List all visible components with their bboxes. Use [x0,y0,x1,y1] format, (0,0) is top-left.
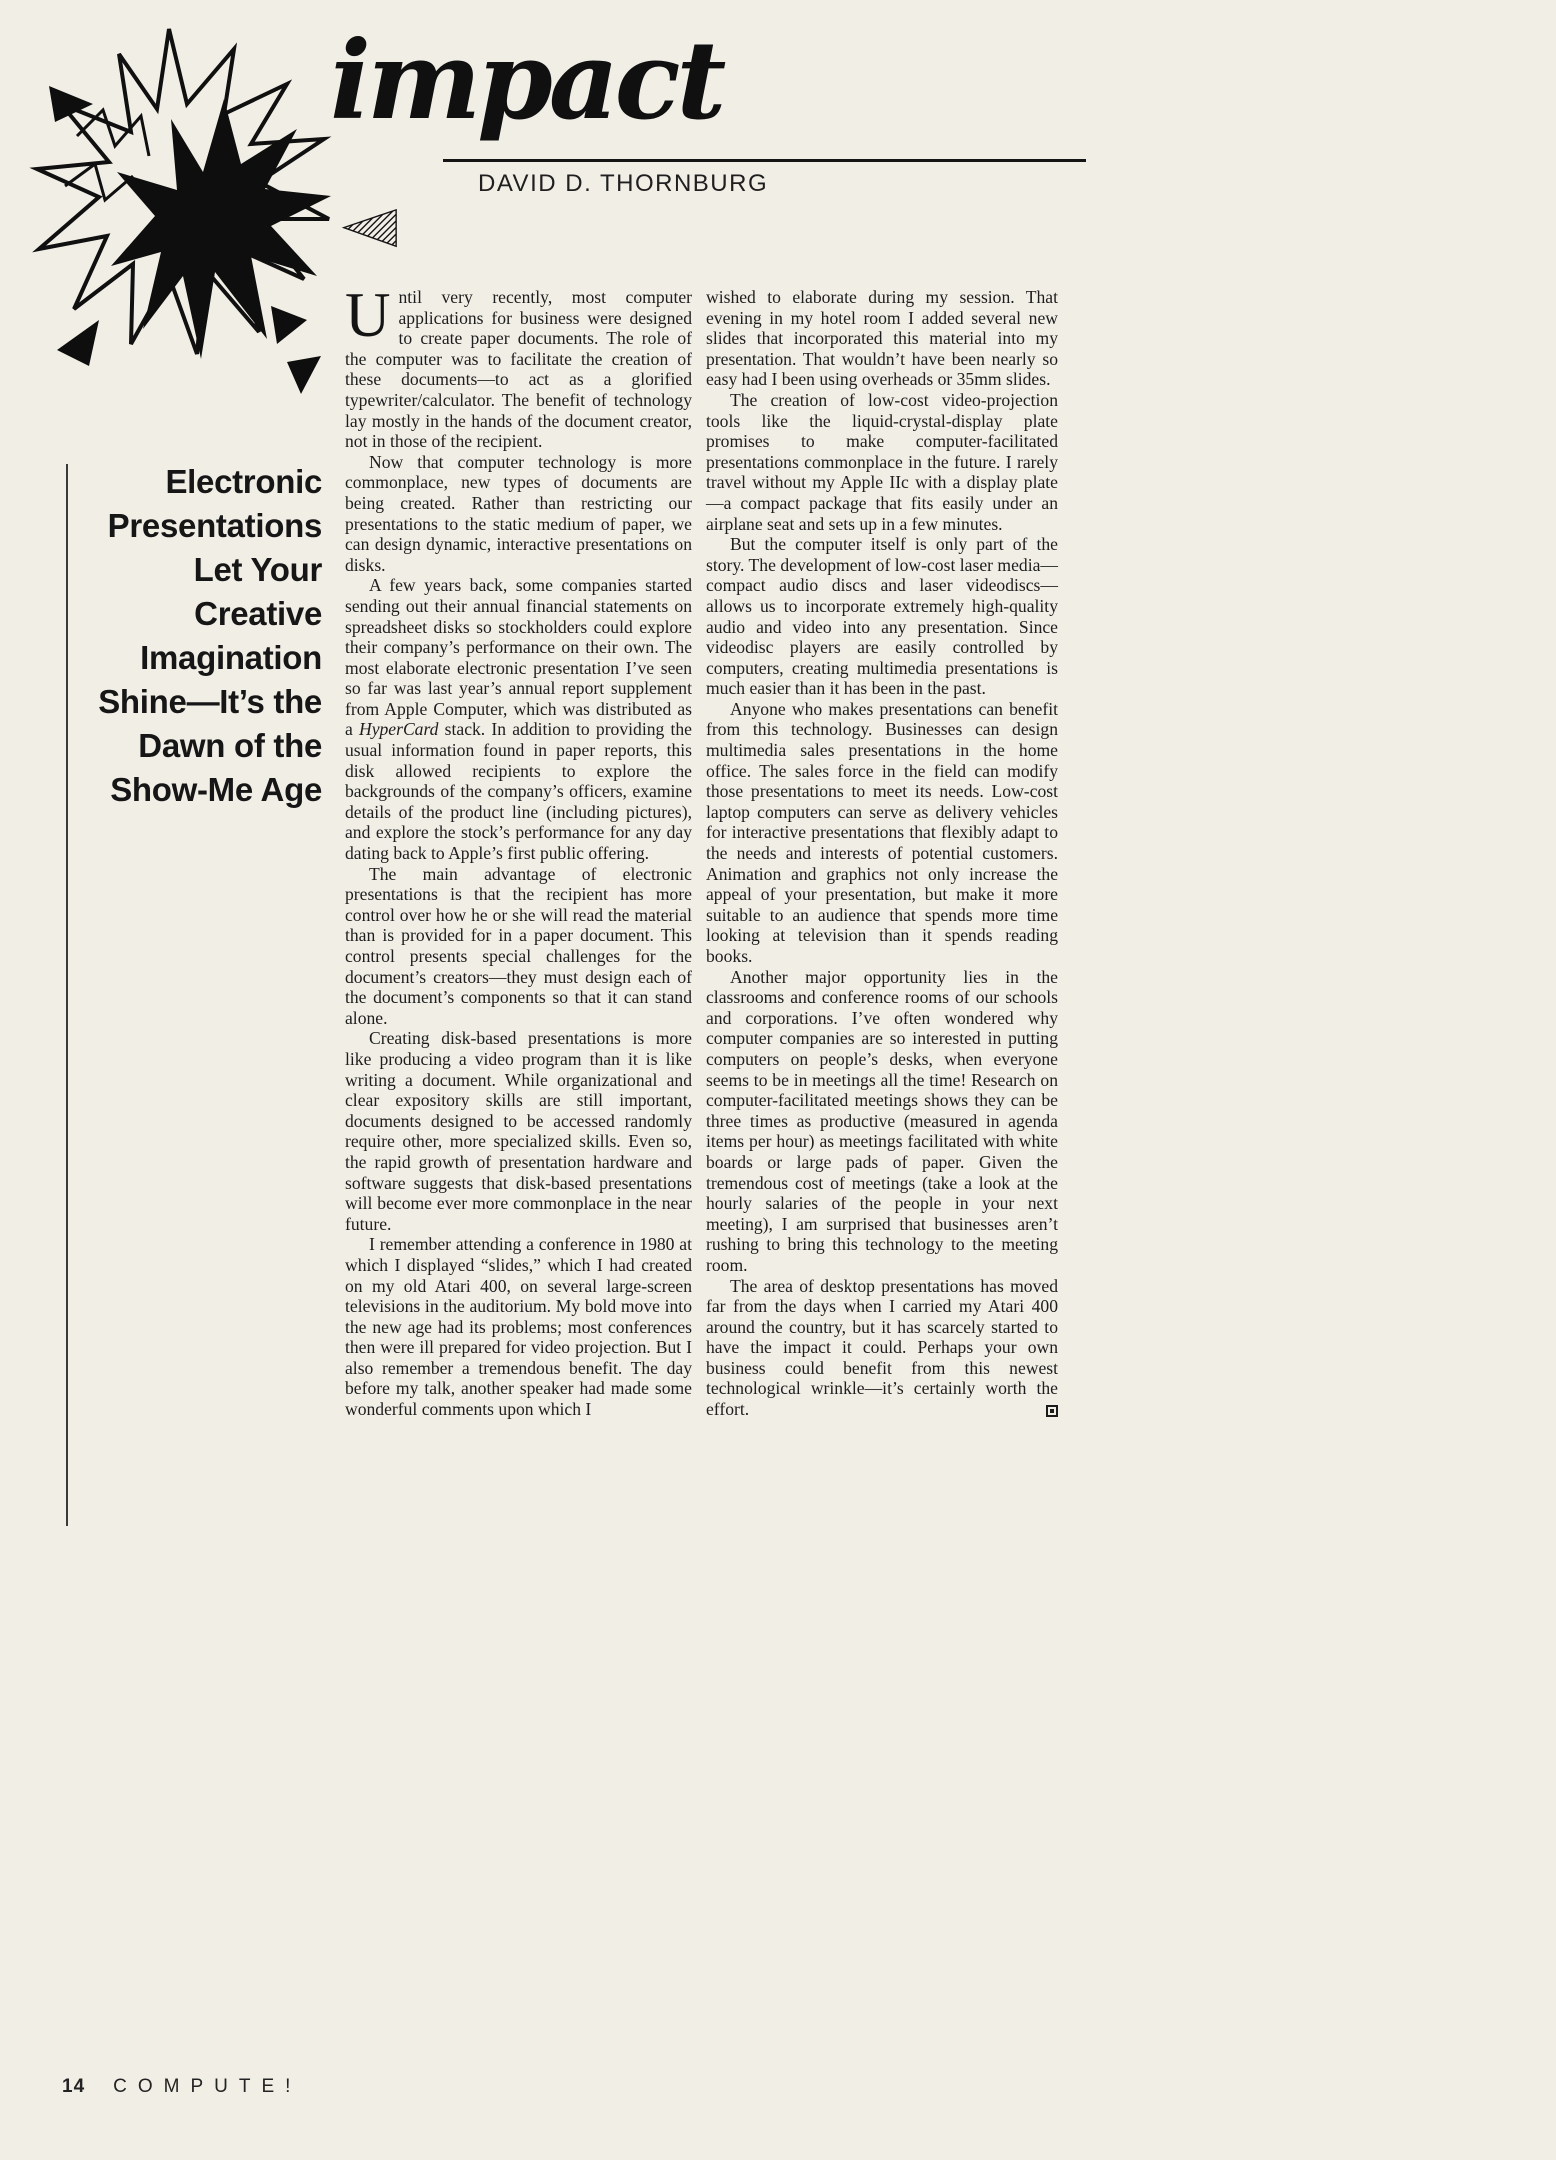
pull-quote-line: Shine—It’s the [98,683,322,720]
pull-quote-line: Dawn of the [138,727,322,764]
body-paragraph [345,1028,692,1234]
drop-cap: U [345,280,391,350]
magazine-name: COMPUTE! [113,2076,302,2097]
paragraph-text: Now that computer technology is more commonplace, new types of documents are being created. Rather than restricting our presentations to the static medium of paper, we can design dynamic, interactive presentations on disks. [345,451,692,575]
pull-quote-line: Presentations [107,507,322,544]
body-paragraph [345,1234,692,1419]
italic-title-text: HyperCard [358,719,439,740]
paragraph-text: The main advantage of electronic presentations is that the recipient has more control over how he or she will read the material than is provided for in a paper document. This control presents special challenges for the document’s creators—they must design each of the document’s components so that it can stand alone. [345,863,692,1028]
pull-quote-line: Creative [194,595,322,632]
paragraph-text: Creating disk-based presentations is more like producing a video program than it is like writing a document. While organizational and clear expository skills are still important, documents designed to be accessed randomly require other, more specialized skills. Even so, the rapid growth of presentation hardware and software suggests that disk-based presentations will become ever more commonplace in the near future. [345,1028,692,1234]
end-of-article-icon [1046,1405,1058,1417]
body-paragraph [706,699,1058,967]
header-rule [443,159,1086,162]
paragraph-text: Anyone who makes presentations can benefit from this technology. Businesses can design multimedia sales presentations in the home office. The sales force in the field can modify those presentations to meet its needs. Low-cost laptop computers can serve as delivery vehicles for interactive presentations that flexibly adapt to the needs and interests of potential customers. Animation and graphics not only increase the appeal of your presentation, but make it more suitable to an audience that spends more time looking at television than it spends reading books. [706,698,1058,966]
body-paragraph [706,287,1058,390]
paragraph-text: stack. In addition to providing the usual information found in paper reports, this disk allowed recipients to explore the backgrounds of the company’s officers, examine details of the product line (including pictures), and explore the stock’s performance for any day dating back to Apple’s first public offering. [345,719,692,864]
body-paragraph [345,452,692,576]
article-column-1 [345,280,692,1420]
paragraph-text: Another major opportunity lies in the classrooms and conference rooms of our schools and corporations. I’ve often wondered why computer companies are so interested in putting computers on people’s desks, when everyone seems to be in meetings all the time! Research on computer-facilitated meetings shows they can be three times as productive (measured in agenda items per hour) as meetings facilitated with white boards or large pads of paper. Given the tremendous cost of meetings (take a look at the hourly salaries of the people in your next meeting), I am surprised that businesses aren’t rushing to bring this technology to the meeting room. [706,966,1058,1275]
body-paragraph [706,967,1058,1276]
paragraph-text: The area of desktop presentations has moved far from the days when I carried my Atari 400 around the country, but it has scarcely started to have the impact it could. Perhaps your own business could benefit from this newest technological wrinkle—it’s certainly worth the effort. [706,1275,1058,1420]
paragraph-text: I remember attending a conference in 1980 at which I displayed “slides,” which I had created on my old Atari 400, on several large-screen televisions in the auditorium. My bold move into the new age had its problems; most conferences then were ill prepared for video projection. But I also remember a tremendous benefit. The day before my talk, another speaker had made some wonderful comments upon which I [345,1234,692,1420]
paragraph-text: But the computer itself is only part of the story. The development of low-cost laser media—compact audio discs and laser videodiscs—allows us to incorporate extremely high-quality audio and video into any presentation. Since videodisc players are easily controlled by computers, creating multimedia presentations is much easier than it has been in the past. [706,534,1058,699]
pull-quote-line: Imagination [140,639,322,676]
page-number: 14 [62,2076,86,2097]
column-logo: impact [330,18,723,144]
body-paragraph [706,390,1058,534]
article-column-2 [706,287,1058,1420]
paragraph-text: ntil very recently, most computer applications for business were designed to create paper documents. The role of the computer was to facilitate the creation of these documents—to act as a glorified typewriter/calculator. The benefit of technology lay mostly in the hands of the document creator, not in those of the recipient. [345,287,692,452]
paragraph-text: The creation of low-cost video-projection tools like the liquid-crystal-display plate promises to make computer-facilitated presentations commonplace in the future. I rarely travel without my Apple IIc with a display plate—a compact package that fits easily under an airplane seat and sets up in a few minutes. [706,389,1058,534]
paragraph-text: A few years back, some companies started sending out their annual financial statements on spreadsheet disks so stockholders could explore their company’s performance on their own. The most elaborate electronic presentation I’ve seen so far was last year’s annual report supplement from Apple Computer, which was distributed as a [345,575,692,740]
body-paragraph [706,534,1058,699]
pull-quote-line: Let Your [193,551,322,588]
body-paragraph [706,1276,1058,1420]
explosion-starburst-icon [18,14,340,414]
body-paragraph [345,864,692,1029]
page-footer [62,2076,301,2098]
paragraph-text: wished to elaborate during my session. That evening in my hotel room I added several new slides that incorporated this material into my presentation. That wouldn’t have been nearly so easy had I been using overheads or 35mm slides. [706,287,1058,390]
hatched-left-arrow-icon [341,208,399,250]
pull-quote-line: Electronic [165,463,322,500]
byline: DAVID D. THORNBURG [478,170,769,197]
body-paragraph [345,575,692,863]
body-paragraph [345,280,692,452]
pull-quote [56,460,322,812]
pull-quote-line: Show-Me Age [110,771,322,808]
